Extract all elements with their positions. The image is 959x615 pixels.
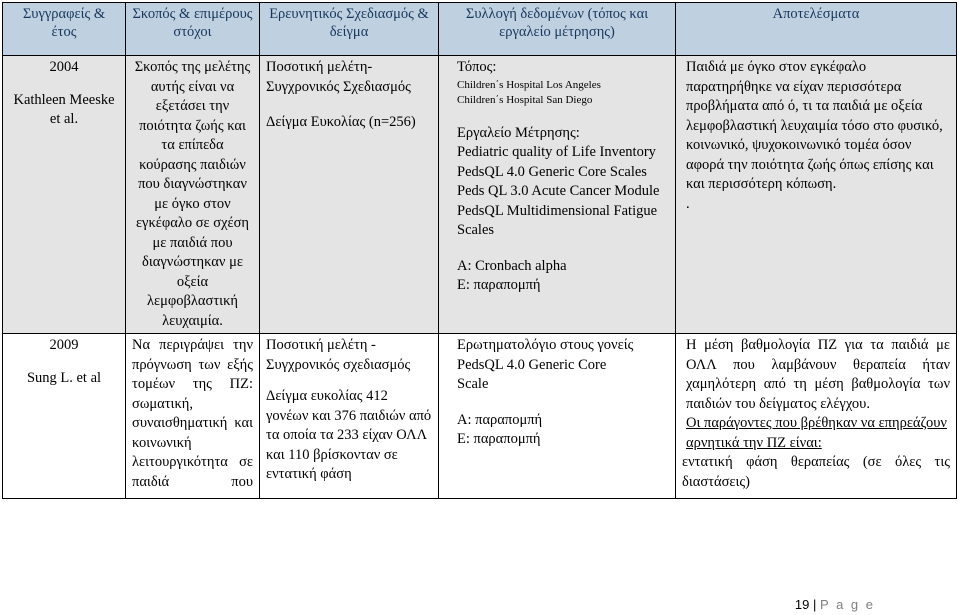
page-word: P a g e (820, 597, 875, 612)
tool-3: Peds QL 3.0 Acute Cancer Module (457, 183, 660, 199)
aim-text: Να περιγράψει την πρόγνωση των εξής τομέων της ΠΖ: σωματική, συναισθηματική και κοινωνική λειτουργικότητα σε παιδιά που (132, 337, 253, 490)
year: 2009 (49, 337, 79, 353)
aim-cell (126, 334, 260, 499)
literature-review-table (2, 2, 957, 499)
place-label: Τόπος: (457, 59, 497, 75)
aim-text: Σκοπός της μελέτης αυτής είναι να εξετάσει την ποιότητα ζωής και τα επίπεδα κούρασης παιδιών που διαγνώστηκαν με όγκο στον εγκέφαλο σε σχέση με παιδιά που διαγνώστηκαν με οξεία λεμφοβλαστική λευχαιμία. (134, 59, 251, 329)
table-row (3, 334, 957, 499)
page-separator: | (813, 597, 817, 612)
reference-line: Ε: παραπομπή (457, 431, 541, 447)
tool-2: PedsQL 4.0 Generic Core Scales (457, 163, 647, 180)
author: Sung L. et al (26, 369, 102, 386)
header-design: Ερευνητικός Σχεδιασμός & δείγμα (260, 3, 439, 56)
reference-line: Ε: παραπομπή (457, 277, 541, 293)
alpha-line: Α: παραπομπή (457, 411, 543, 428)
place-2: Children΄s Hospital San Diego (457, 93, 593, 106)
aim-cell (126, 56, 260, 334)
results-text-1: Η μέση βαθμολογία ΠΖ για τα παιδιά με ΟΛΛ που λαμβάνουν θεραπεία ήταν χαμηλότερη από τη μέση βαθμολογία των παιδιών του δείγματος ελέγχου. (686, 337, 950, 412)
collection-cell (439, 334, 676, 499)
design-type: Ποσοτική μελέτη- Συγχρονικός Σχεδιασμός (266, 59, 411, 95)
sample-text: Δείγμα ευκολίας 412 γονέων και 376 παιδιών από τα οποία τα 233 είχαν ΟΛΛ και 110 βρίσκονταν σε εντατική φάση (266, 388, 432, 482)
place-1: Children΄s Hospital Los Angeles (457, 78, 601, 91)
tool-label: Εργαλείο Μέτρησης: (457, 124, 580, 141)
results-text: Παιδιά με όγκο στον εγκέφαλο παρατηρήθηκε να είχαν περισσότερα προβλήματα από ό, τι τα παιδιά με οξεία λεμφοβλαστική λευχαιμία τόσο στο φυσικό, κοινωνικό, ψυχοκοινωνικό τομέα όσον αφορά την ποιότητα ζωής όπως επίσης και και περισσότερη κόπωση. (686, 59, 943, 192)
year: 2004 (49, 59, 79, 75)
design-cell (260, 334, 439, 499)
table-row (3, 56, 957, 334)
table-header-row (3, 3, 957, 56)
header-collection: Συλλογή δεδομένων (τόπος και εργαλείο μέτρησης) (439, 3, 676, 56)
results-cell (676, 56, 957, 334)
tool-2: PedsQL 4.0 Generic Core Scale (457, 356, 607, 392)
tool-1: Ερωτηματολόγιο στους γονείς (457, 337, 634, 353)
tool-1: Pediatric quality of Life Inventory (457, 144, 656, 160)
header-results: Αποτελέσματα (676, 3, 957, 56)
page-number: 19 (794, 597, 810, 612)
results-text-2: Οι παράγοντες που βρέθηκαν να επηρεάζουν αρνητικά την ΠΖ είναι: (686, 415, 947, 451)
alpha-line: Α: Cronbach alpha (457, 257, 567, 274)
results-text-3: εντατική φάση θεραπείας (σε όλες τις διαστάσεις) (682, 454, 950, 490)
design-cell (260, 56, 439, 334)
page-footer (795, 597, 875, 612)
design-type: Ποσοτική μελέτη - Συγχρονικός σχεδιασμός (266, 337, 411, 373)
collection-cell (439, 56, 676, 334)
results-cell (676, 334, 957, 499)
header-authors: Συγγραφείς & έτος (3, 3, 126, 56)
authors-cell (3, 56, 126, 334)
results-dot: . (686, 195, 690, 212)
sample-text: Δείγμα Ευκολίας (n=256) (266, 114, 416, 130)
authors-cell (3, 334, 126, 499)
tool-4: PedsQL Multidimensional Fatigue Scales (457, 202, 658, 238)
author: Kathleen Meeske et al. (13, 91, 115, 127)
header-aim: Σκοπός & επιμέρους στόχοι (126, 3, 260, 56)
